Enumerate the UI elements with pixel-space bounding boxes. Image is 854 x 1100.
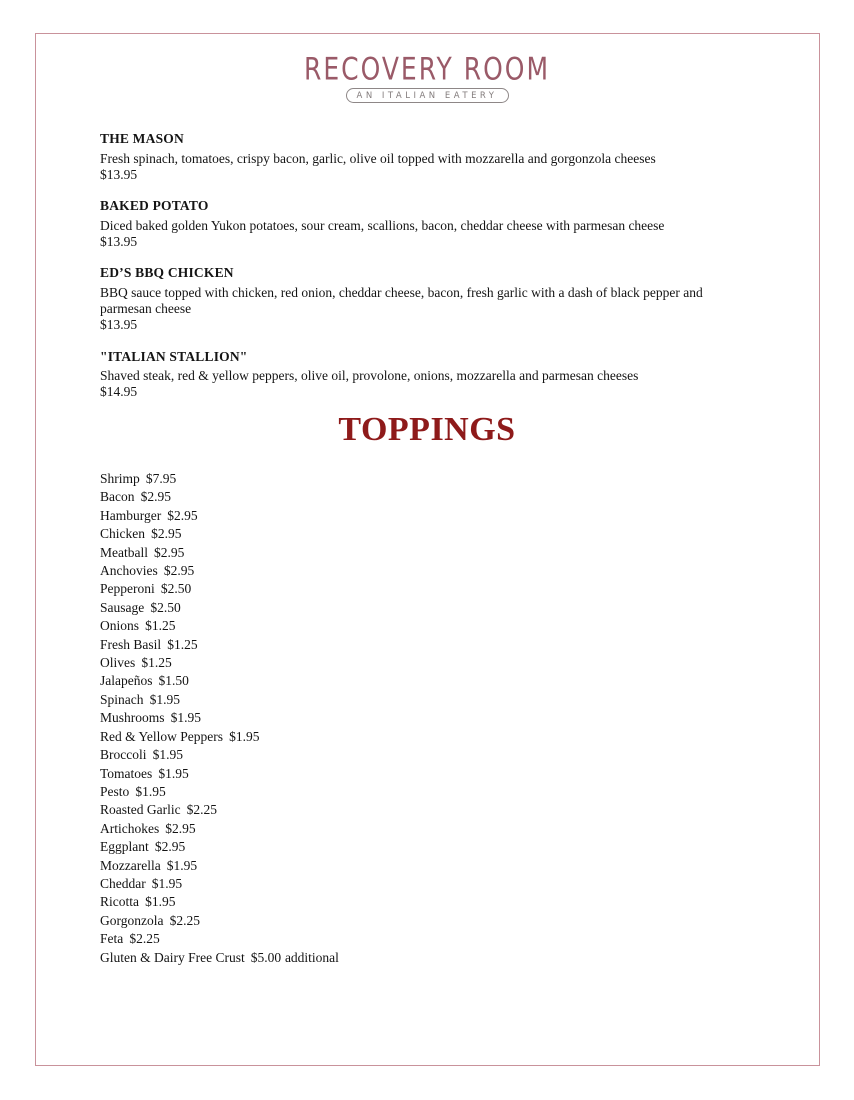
toppings-list [100,470,339,967]
topping-price: $1.25 [141,655,172,671]
menu-item [100,349,732,401]
topping-row [100,820,339,838]
topping-name: Cheddar [100,875,146,891]
topping-name: Gorgonzola [100,912,164,928]
topping-name: Fresh Basil [100,636,162,652]
menu-item-price: $14.95 [100,384,138,400]
topping-row [100,801,339,819]
topping-name: Anchovies [100,563,158,579]
topping-price: $2.95 [163,563,195,579]
topping-price: $2.95 [140,489,171,505]
topping-name: Olives [100,655,136,671]
toppings-section-title: TOPPINGS [338,411,516,448]
pizza-menu-list [100,131,732,416]
topping-price: $1.95 [158,765,189,781]
topping-row [100,893,339,911]
logo-wordmark: RECOVERY ROOM [303,50,551,87]
topping-name: Roasted Garlic [100,802,181,818]
topping-name: Hamburger [100,507,162,523]
topping-row [100,930,339,948]
menu-item [100,198,732,250]
menu-item [100,265,732,333]
menu-item-name: BAKED POTATO [100,198,209,214]
topping-name: Jalapeños [100,673,153,689]
logo-tagline: AN ITALIAN EATERY [356,91,498,101]
topping-price: $1.95 [229,728,260,744]
topping-note: additional [284,949,339,965]
topping-price: $2.95 [151,526,182,542]
topping-name: Sausage [100,599,145,615]
topping-row [100,746,339,764]
menu-item-name: THE MASON [100,131,184,146]
topping-row [100,949,339,967]
topping-name: Spinach [100,691,144,707]
topping-price: $1.95 [145,894,176,910]
menu-item-description: Diced baked golden Yukon potatoes, sour cream, scallions, bacon, cheddar cheese with parmesan cheese [100,217,665,233]
topping-row [100,857,339,875]
topping-price: $2.95 [154,839,186,855]
topping-row [100,783,339,801]
topping-name: Onions [100,618,140,634]
menu-item-price: $13.95 [100,166,138,182]
topping-row [100,580,339,598]
menu-item-name: ED’S BBQ CHICKEN [100,265,234,281]
topping-name: Red & Yellow Peppers [100,728,224,744]
menu-item-price: $13.95 [100,233,138,249]
menu-item [100,131,732,183]
topping-row [100,562,339,580]
topping-price: $1.25 [167,636,198,652]
topping-row [100,912,339,930]
topping-price: $2.25 [169,912,200,928]
topping-name: Pesto [100,783,130,799]
topping-price: $7.95 [145,471,177,486]
topping-row [100,525,339,543]
topping-row [100,672,339,690]
topping-name: Feta [100,931,124,947]
topping-name: Chicken [100,526,145,542]
topping-row [100,470,339,488]
topping-price: $2.25 [129,931,160,947]
topping-row [100,636,339,654]
topping-price: $2.50 [150,599,181,615]
topping-row [100,488,339,506]
topping-row [100,765,339,783]
topping-name: Mushrooms [100,710,165,726]
menu-item-description: BBQ sauce topped with chicken, red onion, cheddar cheese, bacon, fresh garlic with a dash of black pepper and parmesan cheese [100,284,703,316]
topping-name: Shrimp [100,471,140,486]
topping-price: $2.95 [167,507,198,523]
restaurant-logo [0,52,854,103]
menu-item-name: "ITALIAN STALLION" [100,348,248,364]
topping-name: Artichokes [100,820,160,836]
topping-name: Bacon [100,489,135,505]
topping-price: $1.95 [135,783,166,799]
topping-row [100,838,339,856]
topping-price: $2.25 [186,802,218,818]
topping-name: Mozzarella [100,857,161,873]
menu-item-description: Shaved steak, red & yellow peppers, olive oil, provolone, onions, mozzarella and parmesan cheeses [100,368,639,384]
topping-price: $2.95 [165,820,196,836]
topping-price: $1.95 [166,857,198,873]
topping-price: $1.95 [149,691,180,707]
topping-price: $2.50 [160,581,192,597]
topping-price: $5.00 [250,949,282,965]
topping-row [100,709,339,727]
topping-price: $1.95 [170,710,201,726]
topping-price: $2.95 [154,544,185,560]
topping-row [100,544,339,562]
topping-name: Gluten & Dairy Free Crust [100,949,245,965]
menu-item-price: $13.95 [100,317,138,333]
menu-item-description: Fresh spinach, tomatoes, crispy bacon, garlic, olive oil topped with mozzarella and gorgonzola cheeses [100,150,656,166]
topping-row [100,691,339,709]
topping-name: Pepperoni [100,581,155,597]
topping-row [100,875,339,893]
topping-price: $1.50 [158,673,189,689]
topping-price: $1.25 [145,618,176,634]
topping-row [100,507,339,525]
topping-name: Broccoli [100,747,147,763]
topping-row [100,599,339,617]
topping-row [100,654,339,672]
topping-name: Meatball [100,544,148,560]
topping-name: Tomatoes [100,765,153,781]
topping-price: $1.95 [151,875,183,891]
topping-name: Eggplant [100,839,149,855]
topping-name: Ricotta [100,894,139,910]
topping-row [100,728,339,746]
topping-price: $1.95 [152,747,183,763]
topping-row [100,617,339,635]
